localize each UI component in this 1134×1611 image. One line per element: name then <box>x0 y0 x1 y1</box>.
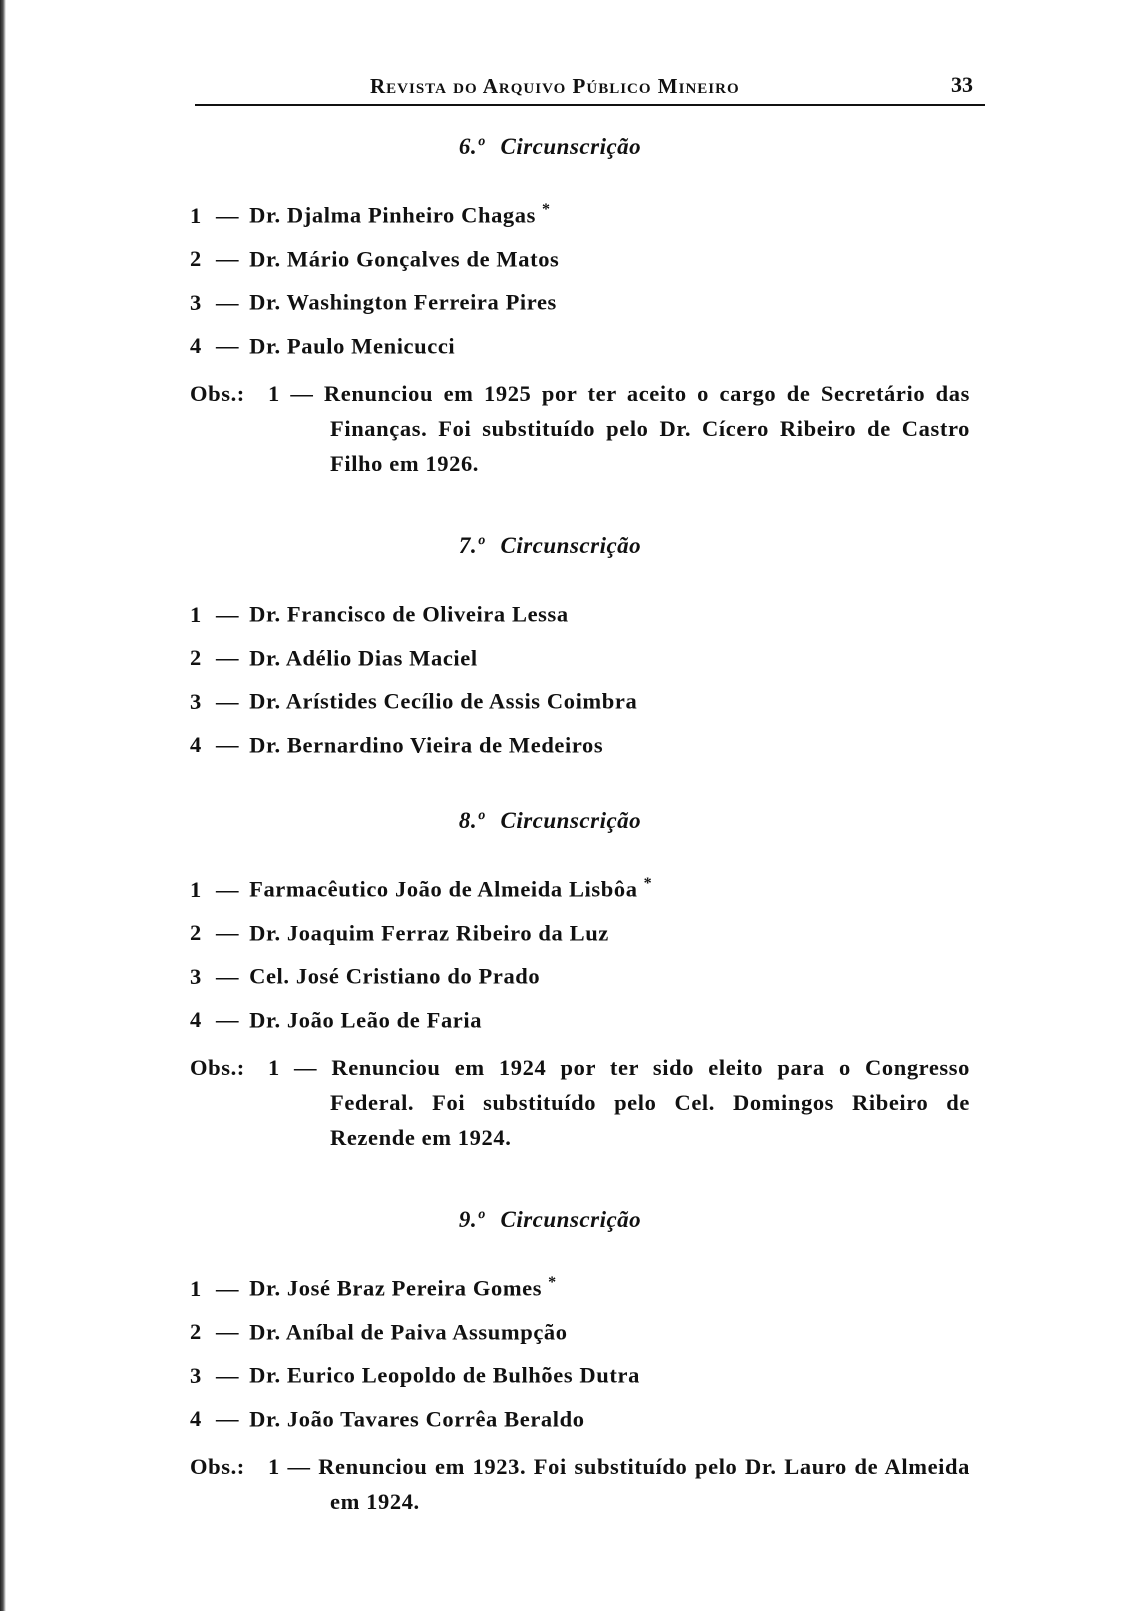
section-word: Circunscrição <box>500 533 642 558</box>
list-item: 3 — Dr. Arístides Cecílio de Assis Coimbra <box>190 688 638 714</box>
list-item: 2 — Dr. Adélio Dias Maciel <box>190 645 478 670</box>
obs-text: 1 — Renunciou em 1925 por ter aceito o cargo de Secretário das Finanças. Foi substituído pelo Dr. Cícero Ribeiro de Castro Filho em 1926. <box>268 381 970 476</box>
running-title: Revista do Arquivo Público Mineiro <box>370 74 740 98</box>
section-word: Circunscrição <box>500 1207 642 1232</box>
observation-note <box>190 376 1010 481</box>
observation-note <box>190 1449 1010 1519</box>
section-title <box>190 808 1010 834</box>
list-item: 2 — Dr. Joaquim Ferraz Ribeiro da Luz <box>190 920 609 945</box>
section-ordinal: 9.º <box>458 1207 485 1232</box>
section-word: Circunscrição <box>500 134 642 159</box>
list-item: 4 — Dr. Paulo Menicucci <box>190 333 456 358</box>
list-item: 3 — Dr. Eurico Leopoldo de Bulhões Dutra <box>190 1362 640 1388</box>
list-item: 1 — Dr. Francisco de Oliveira Lessa <box>190 601 569 627</box>
section-8 <box>190 808 1010 1155</box>
list-item: 4 — Dr. João Tavares Corrêa Beraldo <box>190 1406 585 1431</box>
list-item: 4 — Dr. Bernardino Vieira de Medeiros <box>190 732 604 757</box>
list-item: 2 — Dr. Mário Gonçalves de Matos <box>190 246 560 271</box>
list-item: 1 — Farmacêutico João de Almeida Lisbôa * <box>190 875 653 902</box>
section-title <box>190 1207 1010 1233</box>
list-item: 3 — Dr. Washington Ferreira Pires <box>190 289 557 315</box>
header-rule <box>195 104 985 106</box>
observation-note <box>190 1050 1010 1155</box>
list-item: 2 — Dr. Aníbal de Paiva Assumpção <box>190 1319 568 1344</box>
section-ordinal: 6.º <box>458 134 485 159</box>
section-ordinal: 8.º <box>458 808 485 833</box>
section-title <box>190 134 1010 160</box>
section-word: Circunscrição <box>500 808 642 833</box>
section-7 <box>190 533 1010 761</box>
list-item: 1 — Dr. José Braz Pereira Gomes * <box>190 1274 557 1301</box>
page-header <box>195 66 985 106</box>
list-item: 1 — Dr. Djalma Pinheiro Chagas * <box>190 201 551 228</box>
obs-text: 1 — Renunciou em 1923. Foi substituído pelo Dr. Lauro de Almeida em 1924. <box>268 1454 970 1514</box>
section-title <box>190 533 1010 559</box>
section-ordinal: 7.º <box>458 533 485 558</box>
obs-label: Obs.: <box>190 381 245 406</box>
page-number: 33 <box>951 72 973 97</box>
obs-text: 1 — Renunciou em 1924 por ter sido eleito para o Congresso Federal. Foi substituído pelo Cel. Domingos Ribeiro de Rezende em 1924. <box>268 1055 970 1150</box>
section-6 <box>190 134 1010 481</box>
obs-label: Obs.: <box>190 1055 245 1080</box>
list-item: 4 — Dr. João Leão de Faria <box>190 1007 483 1032</box>
section-9 <box>190 1207 1010 1519</box>
obs-label: Obs.: <box>190 1454 245 1479</box>
list-item: 3 — Cel. José Cristiano do Prado <box>190 963 541 989</box>
